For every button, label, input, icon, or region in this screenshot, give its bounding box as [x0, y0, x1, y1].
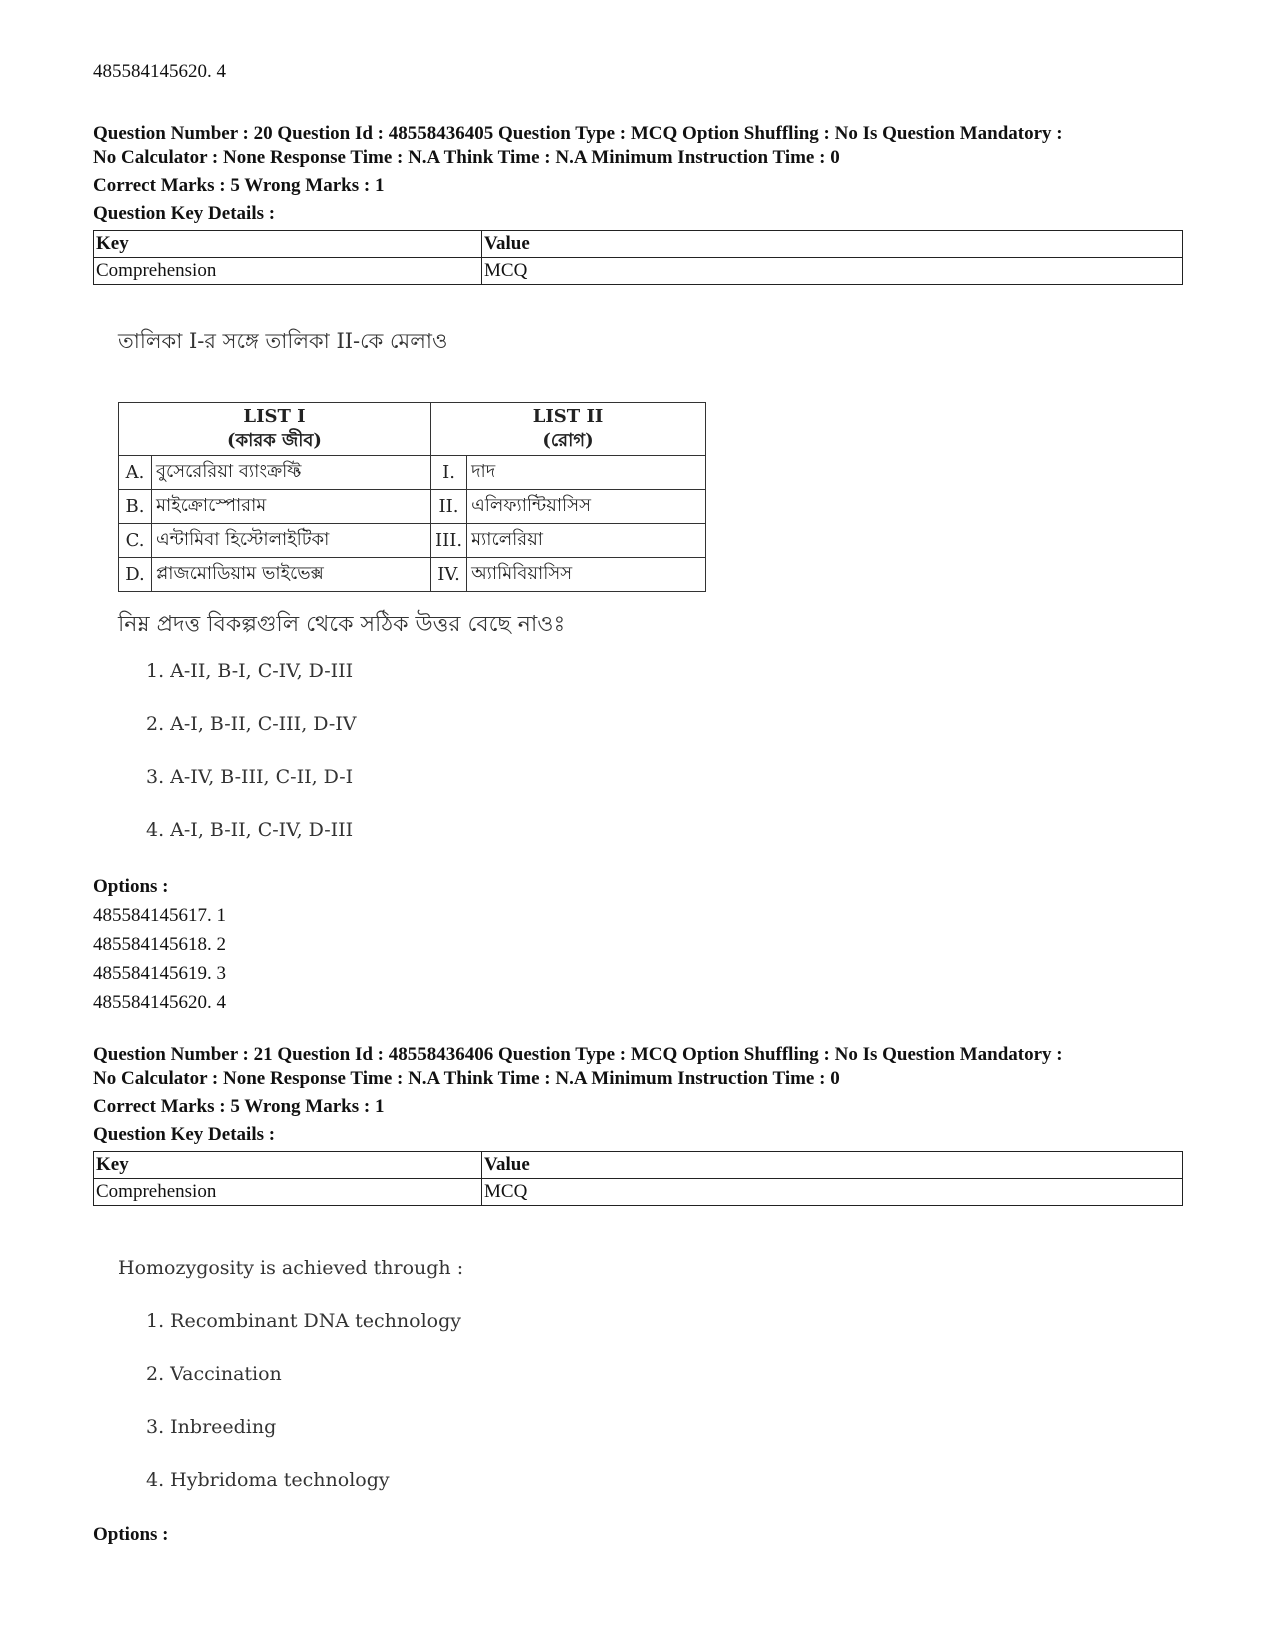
q20-header-line1: Question Number : 20 Question Id : 48558436405 Question Type : MCQ Option Shuffling : No Is Question Mandatory : [93, 123, 1063, 144]
q21-key-header: Key [94, 1152, 482, 1179]
q21-choice-1: 1. Recombinant DNA technology [146, 1310, 461, 1332]
q21-key-table [93, 1151, 1183, 1206]
list2-item: এলিফ্যান্টিয়াসিস [467, 490, 706, 524]
q21-options-label: Options : [93, 1524, 169, 1545]
q20-instruction: নিম্ন প্রদত্ত বিকল্পগুলি থেকে সঠিক উত্তর বেছে নাওঃ [118, 612, 566, 637]
q20-choices [146, 660, 357, 872]
q20-value-cell: MCQ [482, 258, 1183, 285]
match-row [119, 558, 706, 592]
list2-item: দাদ [467, 456, 706, 490]
list1-item: বুসেরেরিয়া ব্যাংক্রফ্টি [152, 456, 431, 490]
list1-item: মাইক্রোস্পোরাম [152, 490, 431, 524]
q20-header-line2: No Calculator : None Response Time : N.A Think Time : N.A Minimum Instruction Time : 0 [93, 147, 840, 168]
list1-index: D. [119, 558, 152, 592]
q21-options [93, 1520, 169, 1549]
list1-item: প্লাজমোডিয়াম ভাইভেক্স [152, 558, 431, 592]
list2-index: IV. [431, 558, 467, 592]
list2-header [431, 403, 706, 456]
match-row [119, 524, 706, 558]
match-row [119, 456, 706, 490]
list1-header [119, 403, 431, 456]
q21-key-cell: Comprehension [94, 1179, 482, 1206]
list1-title: LIST I [243, 406, 306, 427]
q20-key-details-label: Question Key Details : [93, 203, 276, 224]
q20-key-cell: Comprehension [94, 258, 482, 285]
list2-index: III. [431, 524, 467, 558]
list1-index: C. [119, 524, 152, 558]
match-row [119, 490, 706, 524]
q20-options-label: Options : [93, 876, 169, 897]
question-20 [93, 122, 1183, 285]
q20-value-header: Value [482, 231, 1183, 258]
q21-stem: Homozygosity is achieved through : [118, 1257, 464, 1279]
q21-choice-3: 3. Inbreeding [146, 1416, 277, 1438]
list2-item: অ্যামিবিয়াসিস [467, 558, 706, 592]
q20-option-2: 485584145618. 2 [93, 934, 226, 955]
list2-item: ম্যালেরিয়া [467, 524, 706, 558]
list1-index: B. [119, 490, 152, 524]
prev-option-line: 485584145620. 4 [93, 61, 226, 82]
q21-marks: Correct Marks : 5 Wrong Marks : 1 [93, 1096, 385, 1117]
q20-key-table [93, 230, 1183, 285]
q21-value-cell: MCQ [482, 1179, 1183, 1206]
list1-item: এন্টামিবা হিস্টোলাইটিকা [152, 524, 431, 558]
question-21 [93, 1043, 1183, 1206]
q21-choices [146, 1310, 461, 1522]
list1-index: A. [119, 456, 152, 490]
list1-subtitle: (কারক জীব) [227, 430, 322, 451]
q20-option-4: 485584145620. 4 [93, 992, 226, 1013]
q20-match-table [118, 402, 706, 592]
list2-index: II. [431, 490, 467, 524]
q20-choice-1: 1. A-II, B-I, C-IV, D-III [146, 660, 354, 682]
q21-choice-4: 4. Hybridoma technology [146, 1469, 390, 1491]
q20-key-header: Key [94, 231, 482, 258]
q20-choice-3: 3. A-IV, B-III, C-II, D-I [146, 766, 354, 788]
q21-header-line2: No Calculator : None Response Time : N.A Think Time : N.A Minimum Instruction Time : 0 [93, 1068, 840, 1089]
q20-choice-4: 4. A-I, B-II, C-IV, D-III [146, 819, 354, 841]
q21-header-line1: Question Number : 21 Question Id : 48558436406 Question Type : MCQ Option Shuffling : No Is Question Mandatory : [93, 1044, 1063, 1065]
list2-title: LIST II [532, 406, 604, 427]
q20-marks: Correct Marks : 5 Wrong Marks : 1 [93, 175, 385, 196]
list2-subtitle: (রোগ) [542, 430, 594, 451]
q21-value-header: Value [482, 1152, 1183, 1179]
q21-key-details-label: Question Key Details : [93, 1124, 276, 1145]
q20-choice-2: 2. A-I, B-II, C-III, D-IV [146, 713, 357, 735]
q20-options [93, 872, 226, 1017]
list2-index: I. [431, 456, 467, 490]
q20-option-3: 485584145619. 3 [93, 963, 226, 984]
q21-choice-2: 2. Vaccination [146, 1363, 282, 1385]
q20-stem: তালিকা I-র সঙ্গে তালিকা II-কে মেলাও [118, 329, 448, 353]
q20-option-1: 485584145617. 1 [93, 905, 226, 926]
